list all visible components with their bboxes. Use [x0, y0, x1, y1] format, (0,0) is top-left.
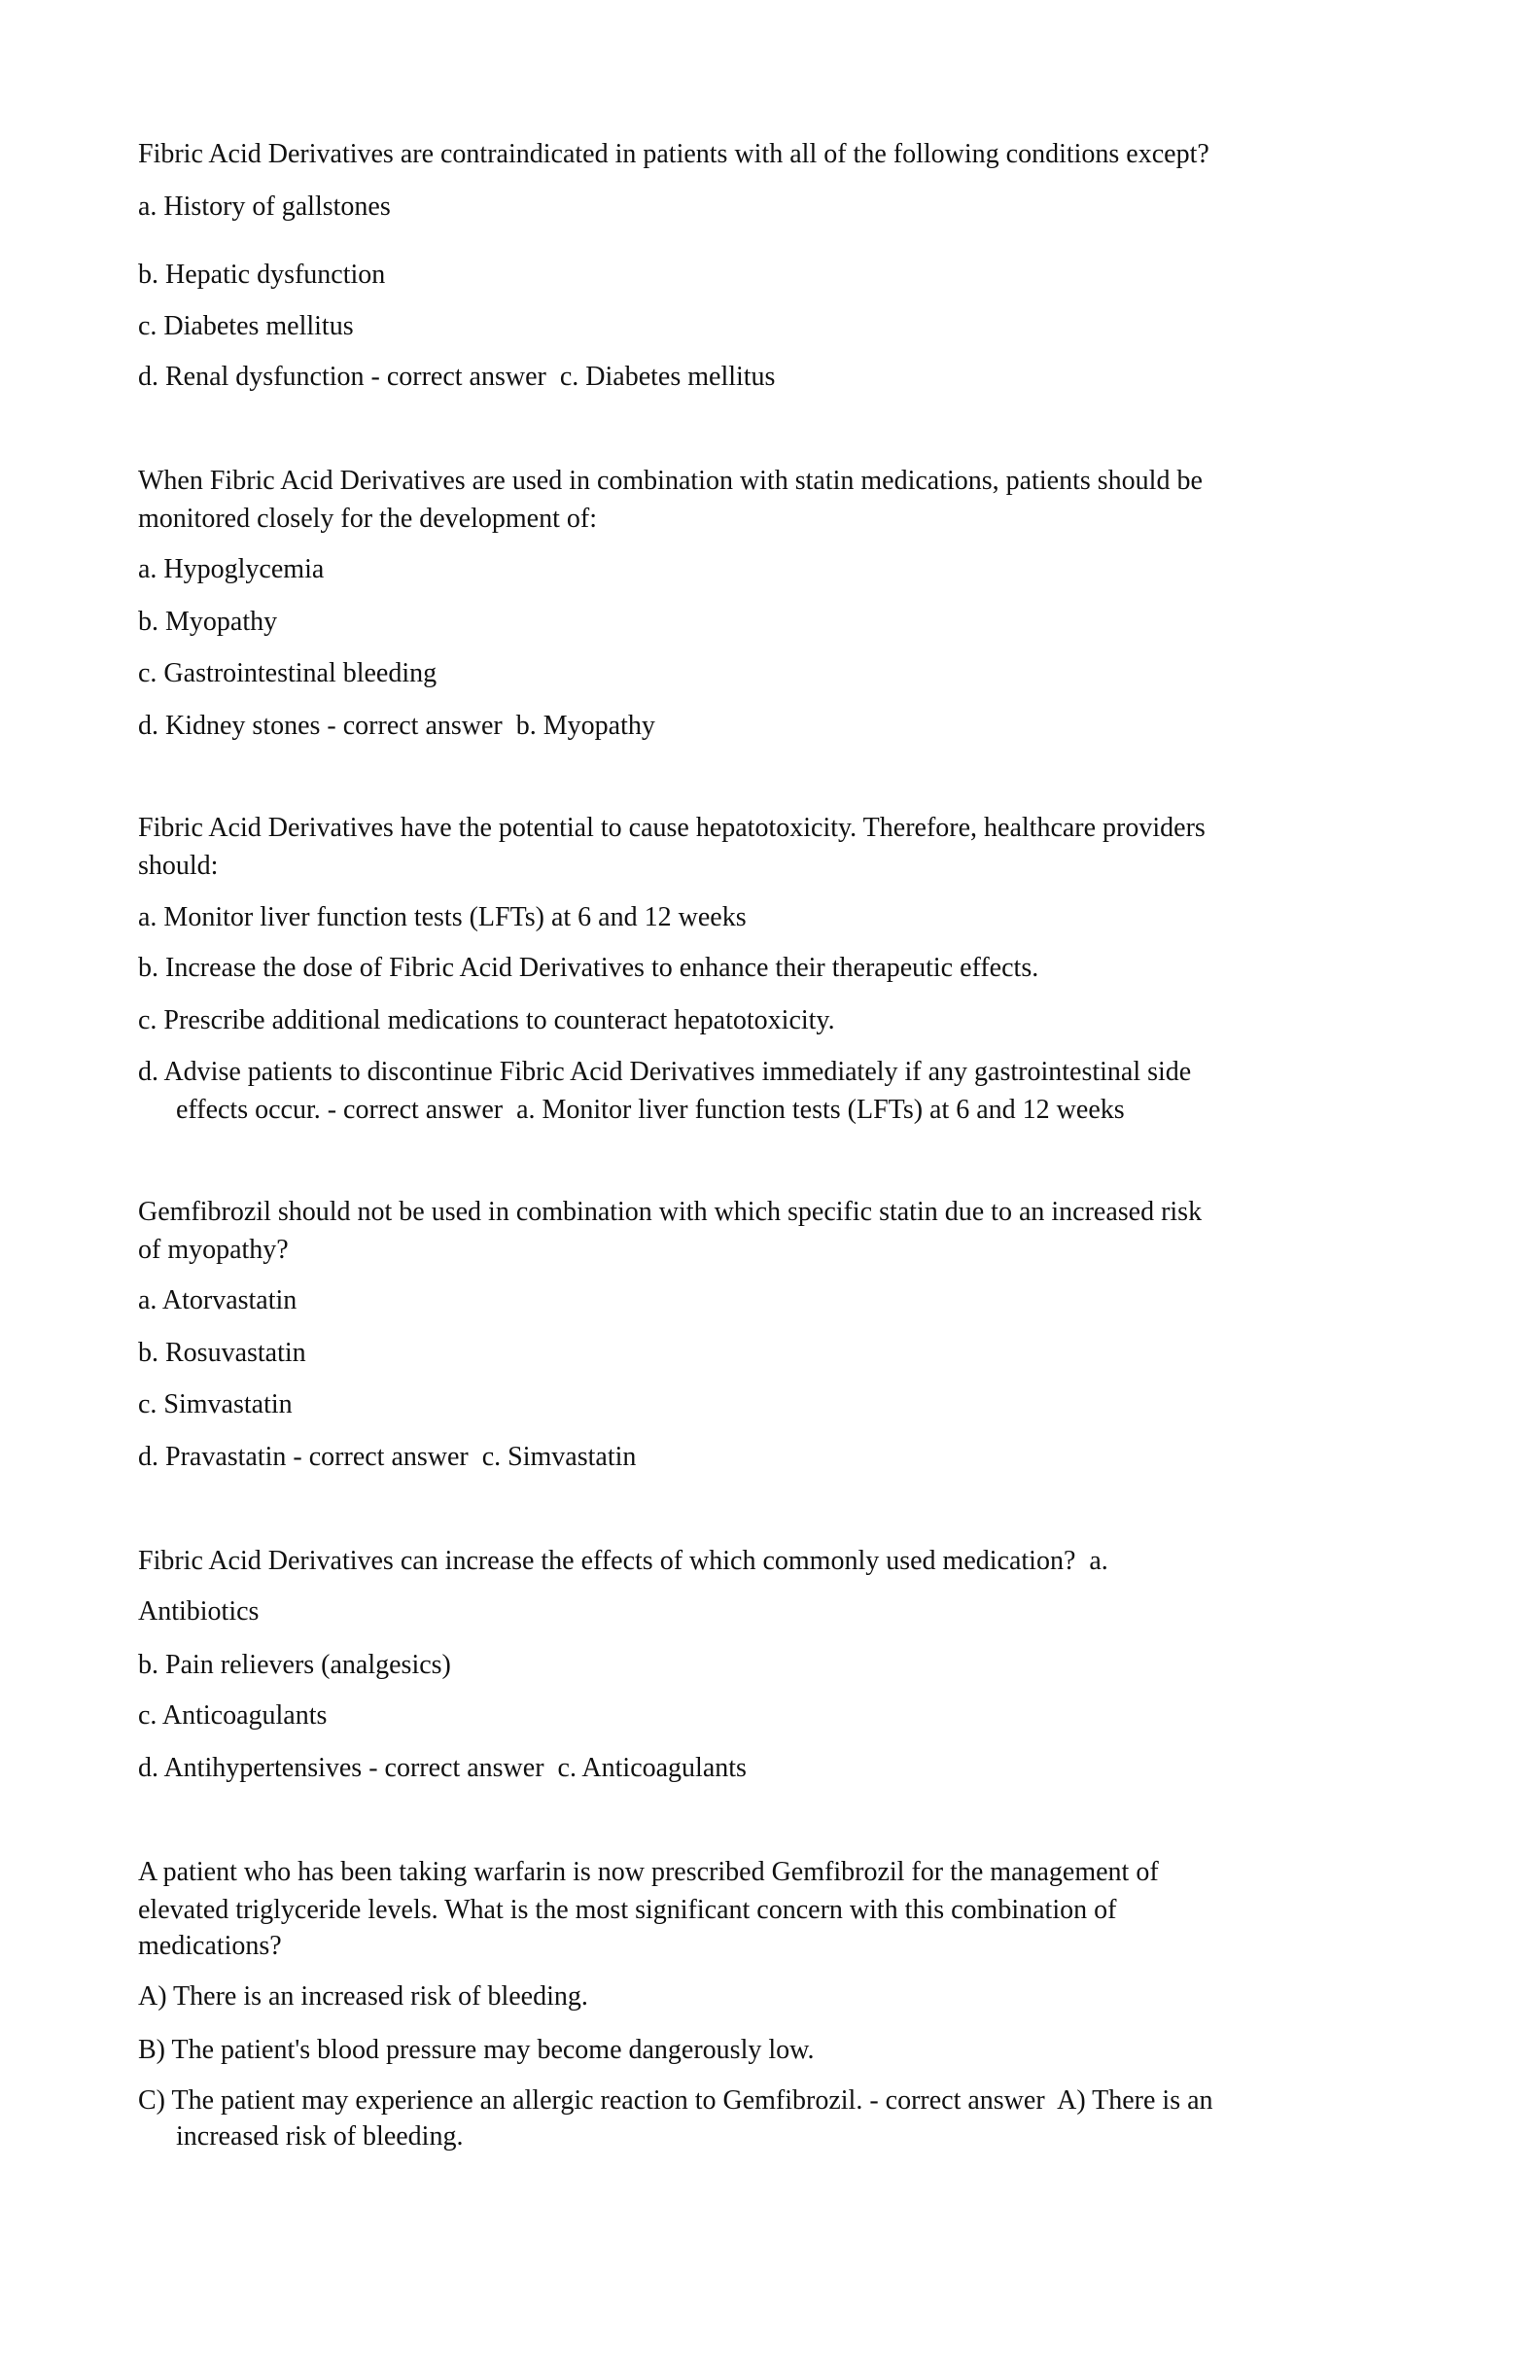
- question-text: elevated triglyceride levels. What is the most significant concern with this combination of: [138, 1895, 1117, 1925]
- option-c-answer: increased risk of bleeding.: [176, 2121, 464, 2152]
- question-text: When Fibric Acid Derivatives are used in combination with statin medications, patients should be: [138, 466, 1203, 496]
- option-a: a. Monitor liver function tests (LFTs) at 6 and 12 weeks: [138, 902, 747, 932]
- option-b: b. Pain relievers (analgesics): [138, 1650, 451, 1680]
- option-d-answer: d. Renal dysfunction - correct answer c. Diabetes mellitus: [138, 362, 776, 392]
- question-text: medications?: [138, 1931, 282, 1961]
- option-a: a. Hypoglycemia: [138, 554, 325, 584]
- question-text: of myopathy?: [138, 1235, 289, 1265]
- question-text: monitored closely for the development of:: [138, 504, 597, 534]
- option-a: Antibiotics: [138, 1596, 260, 1627]
- option-c: c. Simvastatin: [138, 1389, 293, 1419]
- option-d-answer: effects occur. - correct answer a. Monitor liver function tests (LFTs) at 6 and 12 weeks: [176, 1095, 1125, 1125]
- question-text: Gemfibrozil should not be used in combination with which specific statin due to an increased risk: [138, 1197, 1203, 1227]
- question-text: Fibric Acid Derivatives have the potential to cause hepatotoxicity. Therefore, healthcare providers: [138, 813, 1206, 843]
- question-text: Fibric Acid Derivatives can increase the effects of which commonly used medication? a.: [138, 1546, 1108, 1576]
- option-d-answer: d. Antihypertensives - correct answer c. Anticoagulants: [138, 1753, 747, 1783]
- option-c: c. Gastrointestinal bleeding: [138, 658, 438, 688]
- option-c: c. Diabetes mellitus: [138, 311, 354, 341]
- option-c: c. Anticoagulants: [138, 1700, 328, 1731]
- question-text: Fibric Acid Derivatives are contraindicated in patients with all of the following conditions except?: [138, 139, 1209, 169]
- question-text: A patient who has been taking warfarin is now prescribed Gemfibrozil for the management of: [138, 1857, 1159, 1887]
- question-text: should:: [138, 851, 219, 881]
- option-b: b. Myopathy: [138, 607, 278, 637]
- option-d-answer: d. Kidney stones - correct answer b. Myopathy: [138, 711, 655, 741]
- option-c: C) The patient may experience an allergic reaction to Gemfibrozil. - correct answer A) There is an: [138, 2085, 1213, 2116]
- option-c: c. Prescribe additional medications to counteract hepatotoxicity.: [138, 1005, 835, 1035]
- option-a: a. Atorvastatin: [138, 1285, 298, 1315]
- option-a: a. History of gallstones: [138, 192, 391, 222]
- option-b: b. Hepatic dysfunction: [138, 260, 386, 290]
- option-d-answer: d. Pravastatin - correct answer c. Simvastatin: [138, 1442, 637, 1472]
- option-d: d. Advise patients to discontinue Fibric Acid Derivatives immediately if any gastrointestinal side: [138, 1057, 1192, 1087]
- option-a: A) There is an increased risk of bleeding.: [138, 1981, 588, 2012]
- option-b: b. Increase the dose of Fibric Acid Derivatives to enhance their therapeutic effects.: [138, 953, 1039, 983]
- option-b: B) The patient's blood pressure may become dangerously low.: [138, 2035, 815, 2065]
- option-b: b. Rosuvastatin: [138, 1338, 306, 1368]
